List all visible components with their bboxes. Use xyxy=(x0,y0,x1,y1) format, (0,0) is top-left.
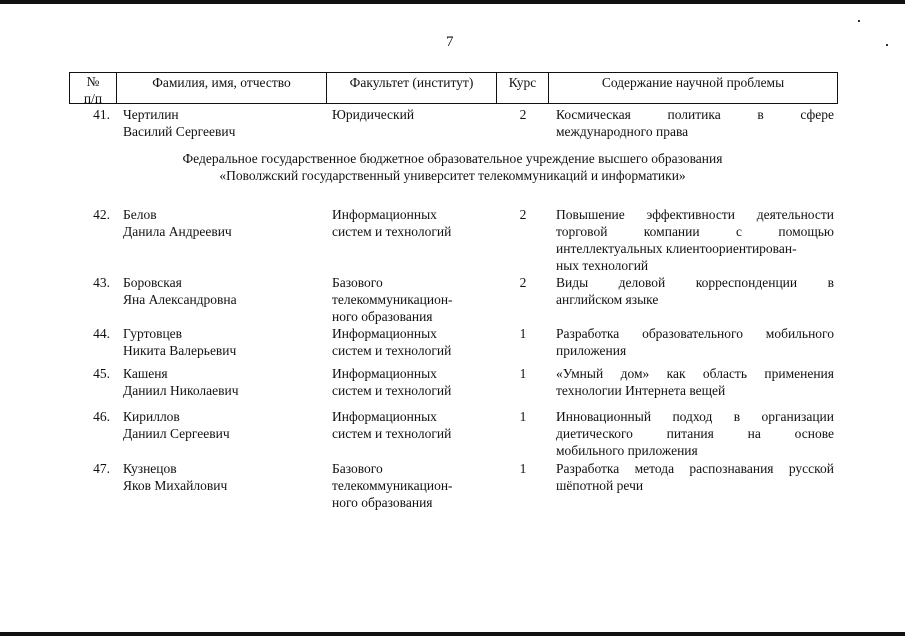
student-name xyxy=(123,274,328,308)
row-number: 42. xyxy=(93,207,110,222)
surname: Чертилин xyxy=(123,107,179,122)
faculty-line: телекоммуникацион- xyxy=(332,292,453,307)
faculty-line: ного образования xyxy=(332,495,433,510)
faculty-line: телекоммуникацион- xyxy=(332,478,453,493)
topic-line: Виды деловой корреспонденции в xyxy=(556,275,834,290)
faculty-line: систем и технологий xyxy=(332,224,452,239)
research-topic xyxy=(556,365,834,399)
bottom-border-rule xyxy=(0,632,905,636)
course: 1 xyxy=(519,461,527,476)
surname: Кашеня xyxy=(123,366,168,381)
header-name-label: Фамилия, имя, отчество xyxy=(152,75,291,90)
faculty xyxy=(332,365,502,399)
faculty xyxy=(332,460,502,511)
row-number: 46. xyxy=(93,409,110,424)
row-number: 45. xyxy=(93,366,110,381)
research-topic xyxy=(556,206,834,274)
topic-line: технологии Интернета вещей xyxy=(556,383,726,398)
row-number: 43. xyxy=(93,275,110,290)
given-names: Никита Валерьевич xyxy=(123,343,237,358)
course: 2 xyxy=(519,207,527,222)
student-name xyxy=(123,460,328,494)
faculty-line: Юридический xyxy=(332,107,415,122)
course: 2 xyxy=(519,275,527,290)
faculty xyxy=(332,106,502,123)
student-name xyxy=(123,106,328,140)
faculty-line: Информационных xyxy=(332,207,437,222)
top-border-rule xyxy=(0,0,905,4)
header-topic-label: Содержание научной проблемы xyxy=(601,75,785,90)
surname: Белов xyxy=(123,207,157,222)
student-name xyxy=(123,408,328,442)
faculty-line: Информационных xyxy=(332,366,437,381)
research-topic xyxy=(556,460,834,494)
faculty-line: ного образования xyxy=(332,309,433,324)
given-names: Василий Сергеевич xyxy=(123,124,236,139)
given-names: Данила Андреевич xyxy=(123,224,232,239)
topic-line: Разработка метода распознавания русской xyxy=(556,461,834,476)
header-number-label: № xyxy=(86,74,100,89)
topic-line: ных технологий xyxy=(556,258,649,273)
topic-line: международного права xyxy=(556,124,689,139)
topic-line: шёпотной речи xyxy=(556,478,644,493)
topic-line: приложения xyxy=(556,343,627,358)
faculty xyxy=(332,325,502,359)
topic-line: Инновационный подход в организации xyxy=(556,409,834,424)
row-number: 47. xyxy=(93,461,110,476)
topic-line: «Умный дом» как область применения xyxy=(556,366,834,381)
faculty-line: Базового xyxy=(332,275,383,290)
student-name xyxy=(123,206,328,240)
topic-line: английском языке xyxy=(556,292,659,307)
surname: Боровская xyxy=(123,275,182,290)
surname: Кириллов xyxy=(123,409,180,424)
faculty-line: систем и технологий xyxy=(332,343,452,358)
research-topic xyxy=(556,408,834,459)
topic-line: мобильного приложения xyxy=(556,443,698,458)
student-name xyxy=(123,365,328,399)
scan-speck xyxy=(886,44,888,46)
faculty xyxy=(332,206,502,240)
scan-speck xyxy=(858,20,860,22)
faculty-line: Информационных xyxy=(332,326,437,341)
surname: Кузнецов xyxy=(123,461,177,476)
topic-line: диетического питания на основе xyxy=(556,426,834,441)
faculty xyxy=(332,274,502,325)
header-number-sublabel: п/п xyxy=(83,91,103,106)
given-names: Даниил Николаевич xyxy=(123,383,239,398)
research-topic xyxy=(556,325,834,359)
faculty-line: Базового xyxy=(332,461,383,476)
topic-line: торговой компании с помощью xyxy=(556,224,834,239)
faculty-line: систем и технологий xyxy=(332,426,452,441)
header-faculty-label: Факультет (институт) xyxy=(349,75,474,90)
topic-line: Повышение эффективности деятельности xyxy=(556,207,834,222)
topic-line: Космическая политика в сфере xyxy=(556,107,834,122)
topic-line: интеллектуальных клиентоориентирован- xyxy=(556,241,797,256)
row-number: 41. xyxy=(93,107,110,122)
student-name xyxy=(123,325,328,359)
faculty-line: Информационных xyxy=(332,409,437,424)
course: 1 xyxy=(519,366,527,381)
surname: Гуртовцев xyxy=(123,326,183,341)
course: 2 xyxy=(519,107,527,122)
research-topic xyxy=(556,274,834,308)
topic-line: Разработка образовательного мобильного xyxy=(556,326,834,341)
header-cell-number xyxy=(69,72,117,104)
faculty-line: систем и технологий xyxy=(332,383,452,398)
given-names: Даниил Сергеевич xyxy=(123,426,230,441)
page-number: 7 xyxy=(446,34,454,50)
institution-line: Федеральное государственное бюджетное образовательное учреждение высшего образования xyxy=(182,151,723,166)
course: 1 xyxy=(519,326,527,341)
header-cell-faculty xyxy=(326,72,497,104)
institution-heading xyxy=(60,150,845,184)
faculty xyxy=(332,408,502,442)
institution-name: «Поволжский государственный университет телекоммуникаций и информатики» xyxy=(219,168,686,183)
given-names: Яна Александровна xyxy=(123,292,237,307)
course: 1 xyxy=(519,409,527,424)
header-cell-name xyxy=(116,72,327,104)
row-number: 44. xyxy=(93,326,110,341)
header-course-label: Курс xyxy=(508,75,537,90)
research-topic xyxy=(556,106,834,140)
given-names: Яков Михайлович xyxy=(123,478,228,493)
header-cell-topic xyxy=(548,72,838,104)
header-cell-course xyxy=(496,72,549,104)
